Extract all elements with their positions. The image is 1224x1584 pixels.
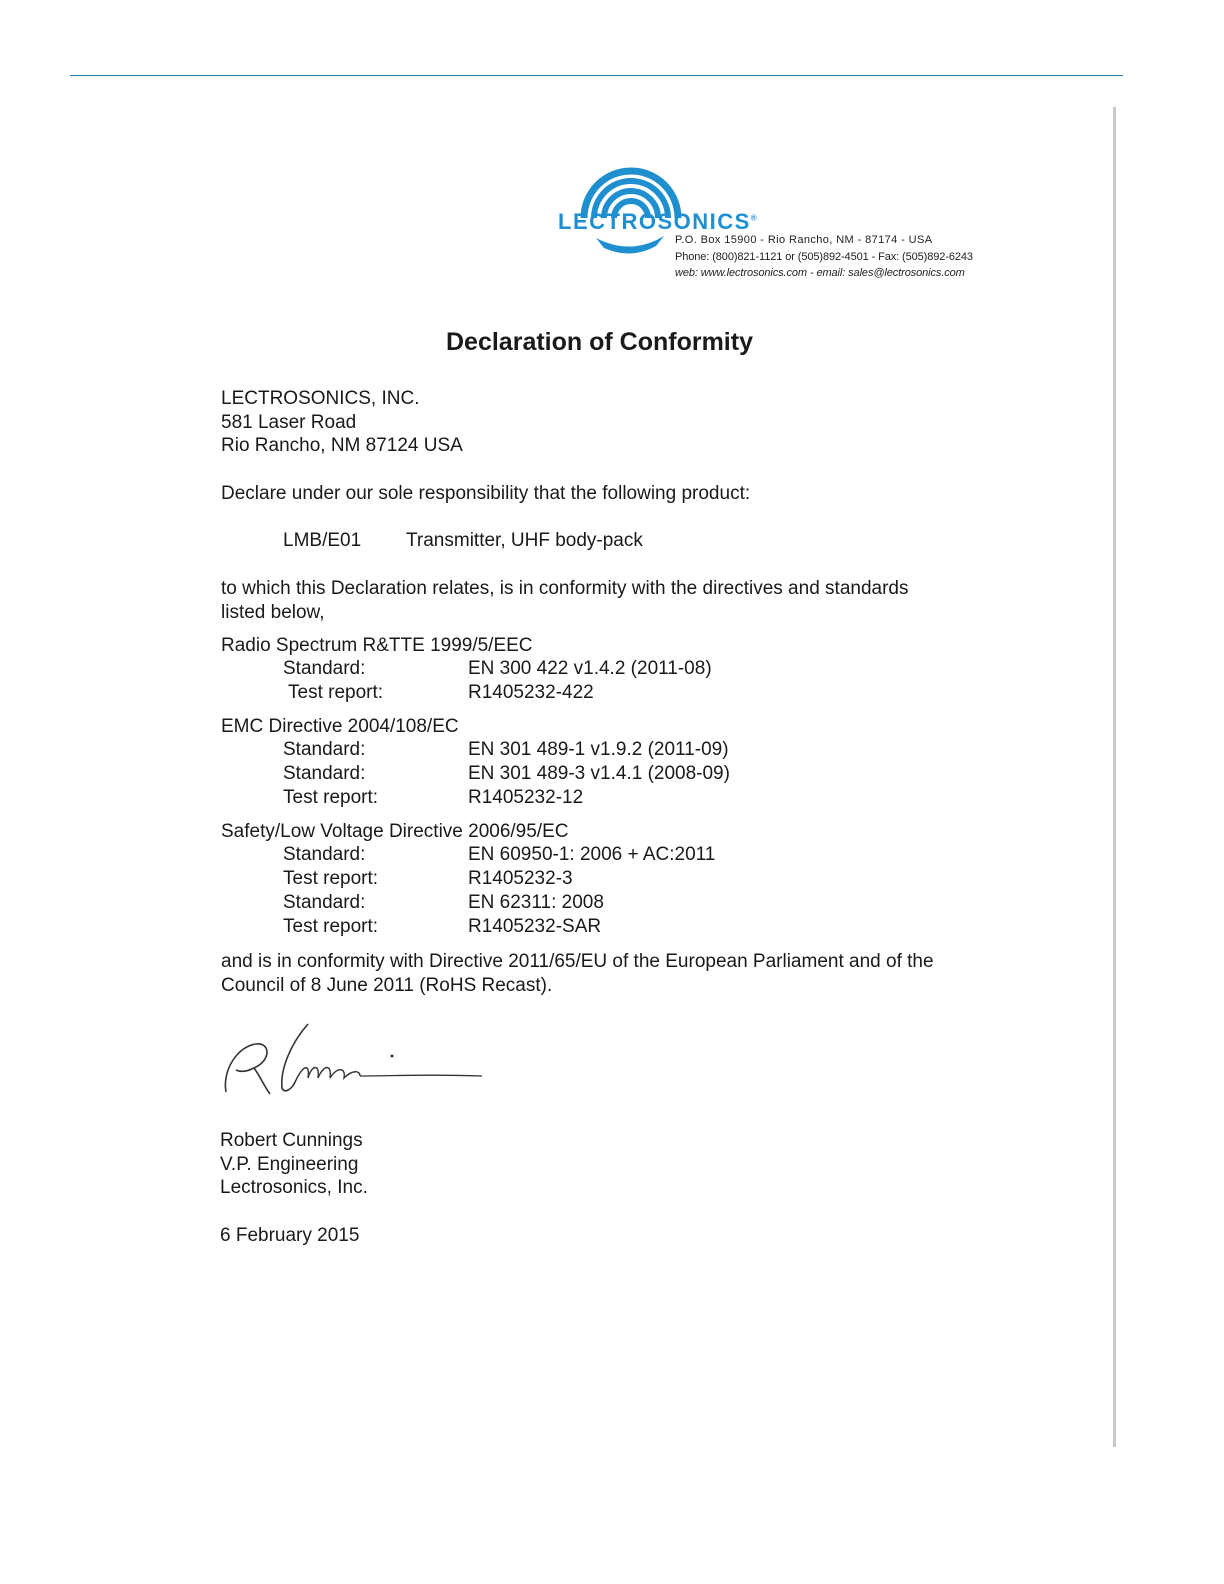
rohs-statement: [221, 950, 934, 997]
item-label: Standard:: [283, 739, 366, 760]
item-value: EN 300 422 v1.4.2 (2011-08): [468, 658, 712, 679]
scan-edge: [1113, 107, 1116, 1447]
company-address: [221, 387, 463, 458]
item-label: Test report:: [283, 916, 379, 937]
relates-line: listed below,: [221, 601, 325, 623]
letterhead-web: web: www.lectrosonics.com - email: sales@lectrosonics.com: [675, 267, 965, 279]
item-label: Standard:: [283, 892, 366, 913]
directive-heading: Radio Spectrum R&TTE 1999/5/EEC: [221, 635, 533, 656]
item-value: R1405232-422: [468, 682, 594, 703]
signatory-position: V.P. Engineering: [220, 1153, 359, 1175]
letterhead-address: P.O. Box 15900 - Rio Rancho, NM - 87174 - USA: [675, 234, 933, 246]
declare-statement: Declare under our sole responsibility that the following product:: [221, 483, 751, 504]
product-description: Transmitter, UHF body-pack: [406, 530, 643, 551]
item-value: EN 301 489-3 v1.4.1 (2008-09): [468, 763, 730, 784]
directive-heading: Safety/Low Voltage Directive 2006/95/EC: [221, 821, 569, 842]
signatory-block: [220, 1129, 368, 1200]
handwritten-signature: [220, 1020, 490, 1100]
product-model: LMB/E01: [283, 530, 362, 551]
document-title: Declaration of Conformity: [446, 328, 753, 356]
item-label: Test report:: [283, 868, 379, 889]
rohs-line: and is in conformity with Directive 2011/65/EU of the European Parliament and of the: [221, 951, 934, 972]
item-label: Standard:: [283, 844, 366, 865]
item-value: EN 62311: 2008: [468, 892, 604, 913]
item-value: EN 301 489-1 v1.9.2 (2011-09): [468, 739, 729, 760]
item-label: Standard:: [283, 658, 366, 679]
company-city: Rio Rancho, NM 87124 USA: [221, 435, 463, 456]
letterhead-phone: Phone: (800)821-1121 or (505)892-4501 - Fax: (505)892-6243: [675, 251, 973, 263]
company-name: LECTROSONICS, INC.: [221, 388, 420, 409]
signature-date: 6 February 2015: [220, 1225, 360, 1246]
brand-name: LECTROSONICS®: [558, 209, 759, 234]
relates-statement: [221, 577, 908, 624]
signatory-company: Lectrosonics, Inc.: [220, 1177, 368, 1198]
item-label: Test report:: [288, 682, 384, 703]
item-value: EN 60950-1: 2006 + AC:2011: [468, 844, 716, 865]
relates-line: to which this Declaration relates, is in conformity with the directives and standards: [221, 578, 909, 599]
signatory-name: Robert Cunnings: [220, 1130, 363, 1151]
header-rule: [70, 75, 1123, 76]
directive-heading: EMC Directive 2004/108/EC: [221, 716, 459, 737]
letterhead-logo: [556, 160, 1016, 285]
item-label: Test report:: [283, 787, 379, 808]
company-street: 581 Laser Road: [221, 411, 357, 433]
item-value: R1405232-SAR: [468, 916, 602, 937]
item-value: R1405232-12: [468, 787, 584, 808]
item-label: Standard:: [283, 763, 366, 784]
rohs-line: Council of 8 June 2011 (RoHS Recast).: [221, 974, 553, 996]
item-value: R1405232-3: [468, 868, 573, 889]
